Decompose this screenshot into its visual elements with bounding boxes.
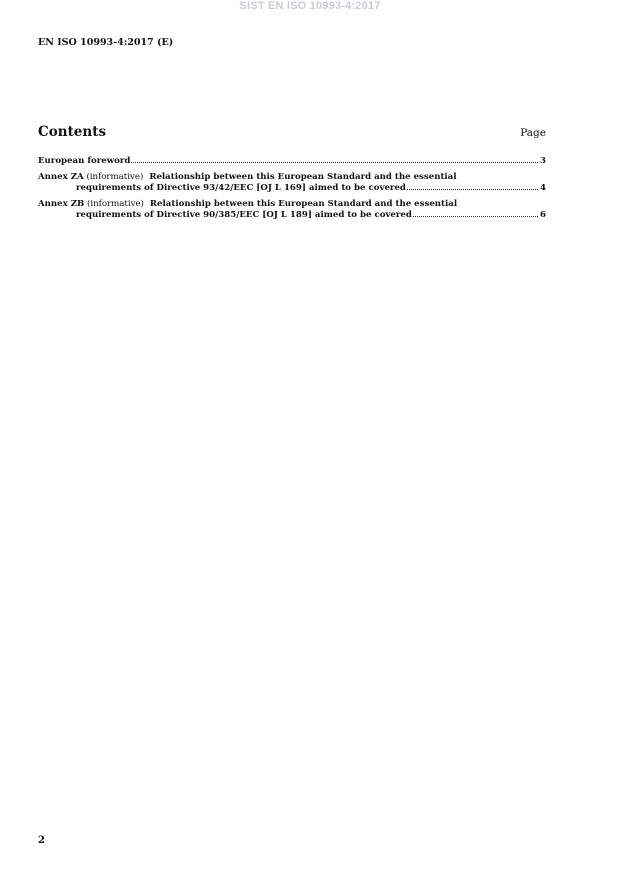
page-column-label: Page: [520, 127, 546, 139]
annex-label[interactable]: Annex ZA: [38, 172, 84, 182]
dot-leader: [131, 162, 538, 163]
annex-title-line1[interactable]: Relationship between this European Standard and the essential: [149, 172, 457, 182]
toc-entry-foreword[interactable]: [38, 156, 546, 167]
contents-heading-row: [38, 124, 546, 140]
toc-page-number[interactable]: 4: [540, 183, 546, 193]
table-of-contents: [38, 156, 546, 226]
watermark: SIST EN ISO 10993-4:2017: [239, 0, 381, 12]
dot-leader: [413, 216, 538, 217]
annex-title-line1[interactable]: Relationship between this European Standard and the essential: [149, 199, 458, 209]
contents-title: Contents: [38, 124, 107, 140]
dot-leader: [407, 189, 538, 190]
toc-entry-annex-za[interactable]: [38, 172, 546, 194]
toc-page-number[interactable]: 6: [540, 210, 546, 220]
annex-title-line2[interactable]: requirements of Directive 93/42/EEC [OJ L 169] aimed to be covered: [76, 183, 406, 193]
annex-label[interactable]: Annex ZB: [38, 199, 85, 209]
page-number: 2: [38, 835, 45, 846]
toc-page-number[interactable]: 3: [540, 156, 546, 166]
annex-title-line2[interactable]: requirements of Directive 90/385/EEC [OJ L 189] aimed to be covered: [76, 210, 412, 220]
toc-entry-title[interactable]: European foreword: [38, 156, 131, 166]
annex-type: (informative): [86, 172, 144, 182]
document-header: EN ISO 10993-4:2017 (E): [38, 37, 174, 48]
toc-entry-annex-zb[interactable]: [38, 199, 546, 221]
annex-type: (informative): [87, 199, 144, 209]
